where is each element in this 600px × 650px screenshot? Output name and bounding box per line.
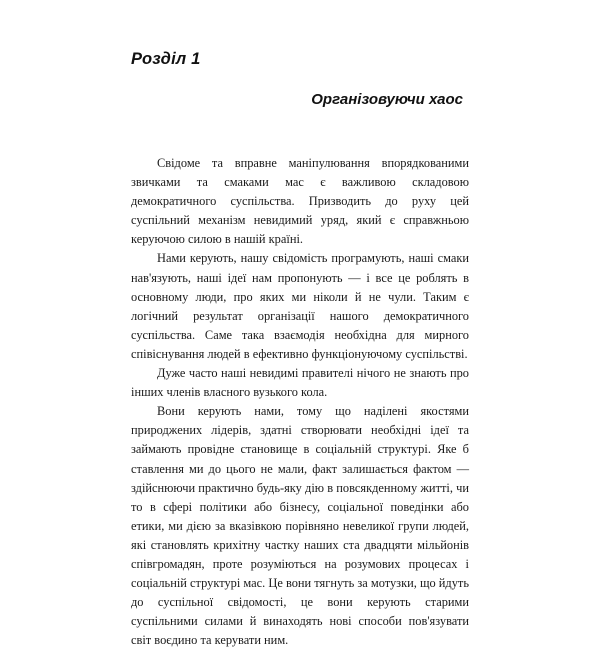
chapter-title: Організовуючи хаос — [311, 91, 463, 108]
paragraph-1: Свідоме та вправне маніпулювання впорядкованими звичками та смаками мас є важливою складовою демократичного суспільства. Призводить до руху цей суспільний механізм невидимий уряд, який є справжньою керуючою силою в нашій країні. — [131, 156, 469, 247]
body-text — [131, 154, 469, 650]
chapter-number: Розділ 1 — [131, 50, 201, 68]
paragraph-4: Вони керують нами, тому що наділені якостями природжених лідерів, здатні створювати необхідні ідеї та займають провідне становище в соціальній структурі. Яке б ставлення ми до цього не мали, факт залишається фактом — здійснюючи практично будь-яку дію в повсякденному житті, чи то в сфері політики або бізнесу, соціальної поведінки або етики, ми дією за вказівкою порівняно невеликої групи людей, які становлять крихітну частку наших ста двадцяти мільйонів співгромадян, проте розуміються на розумових процесах і соціальній структурі мас. Це вони тягнуть за мотузки, що йдуть до суспільної свідомості, це вони керують старими суспільними силами й винаходять нові способи пов'язувати світ воєдино та керувати ним. — [131, 404, 469, 648]
paragraph-2: Нами керують, нашу свідомість програмують, наші смаки нав'язують, наші ідеї нам пропонують — і все це роблять в основному люди, про яких ми ніколи й не чули. Таким є логічний результат організації нашого демократичного суспільства. Саме така взаємодія необхідна для мирного співіснування людей в ефективно функціонуючому суспільстві. — [131, 251, 469, 361]
page-content — [131, 50, 469, 650]
paragraph-3: Дуже часто наші невидимі правителі нічого не знають про інших членів власного вузького кола. — [131, 366, 469, 400]
